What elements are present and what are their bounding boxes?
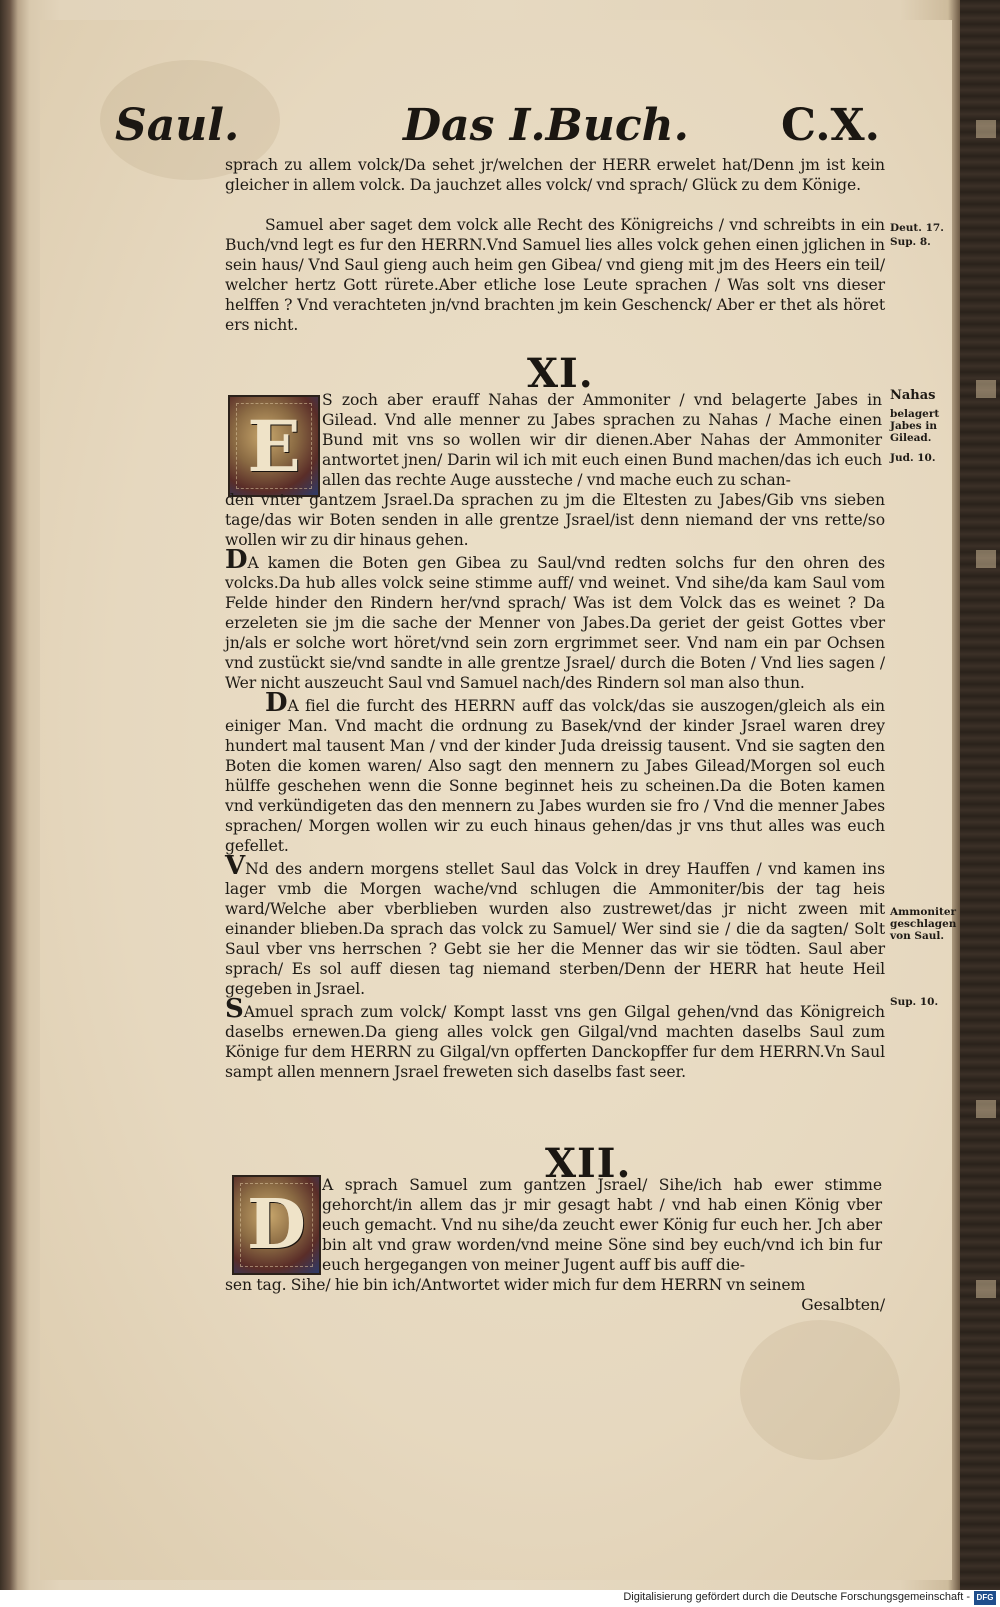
running-head-folio: C.X.	[780, 100, 880, 151]
chapter-xi-para-3: A fiel die furcht des HERRN auff das volck/das sie auszogen/gleich als ein einiger Man. Vnd macht die ordnung zu Basek/vnd der kinder Jsrael waren drey hundert mal tausent Man / vnd der kinder Juda dreissig tausent. Vnd sie sagten den Boten die komen waren/ Also sagt den mennern zu Jabes Gilead/Morgen sol euch hülffe geschehen wenn die Sonne beginnet heis zu scheinen.Da die Boten kamen vnd verkündigeten das den mennern zu Jabes wurden sie fro / Vnd die menner Jabes sprachen/ Morgen wollen wir zu euch hinaus gehen/das jr vns thut alles was euch gefellet.	[225, 697, 885, 855]
running-head-title: Das I.Buch.	[403, 100, 689, 151]
initial-letter: D	[265, 688, 288, 718]
running-head	[115, 92, 880, 162]
tab-mark	[976, 120, 996, 138]
marginal-note-ammoniter: Ammoniter geschlagen von Saul.	[890, 906, 957, 942]
chapter-heading-xi: XI.	[527, 350, 594, 397]
drop-cap-letter: E	[247, 404, 301, 488]
drop-cap-letter: D	[247, 1185, 306, 1265]
chapter-xii-continued	[225, 1275, 885, 1315]
drop-cap-d-ornament	[232, 1175, 321, 1275]
chapter-xi-continued	[225, 490, 885, 1082]
running-head-left: Saul.	[115, 100, 240, 151]
initial-letter: D	[225, 545, 248, 575]
catchword: Gesalbten/	[801, 1296, 885, 1314]
marginal-note-jud: Jud. 10.	[890, 452, 936, 464]
marginal-note-sup8: Sup. 8.	[890, 236, 931, 248]
paragraph-intro: sprach zu allem volck/Da sehet jr/welchen der HERR erwelet hat/Denn jm ist kein gleicher in allem volck. Da jauchzet alles volck/ vnd sprach/ Glück zu dem Könige.	[225, 156, 885, 194]
dfg-logo-icon: DFG	[974, 1591, 996, 1605]
chapter-xii-rest: sen tag. Sihe/ hie bin ich/Antwortet wider mich fur dem HERRN vn seinem	[225, 1276, 806, 1294]
tab-mark	[976, 1280, 996, 1298]
chapter-xi-para-4: Nd des andern morgens stellet Saul das Volck in drey Hauffen / vnd kamen ins lager vmb die Morgen wache/vnd schlugen die Ammoniter/bis der tag heis ward/Welche aber vberblieben wurden also zustrewet/das jr nicht zween mit einander blieben.Da sprach das volck zu Samuel/ Wer sind sie / die da sagten/ Solt Saul vber vns herrschen ? Gebt sie her die Menner das wir sie tödten. Saul aber sprach/ Es sol auff diesen tag niemand sterben/Denn der HERR hat heute Heil gegeben in Jsrael.	[225, 860, 885, 998]
footer-credit: Digitalisierung gefördert durch die Deutsche Forschungsgemeinschaft -	[623, 1591, 970, 1603]
tab-mark	[976, 550, 996, 568]
marginal-note-nahas: Nahas	[890, 388, 936, 403]
marginal-note-sup10: Sup. 10.	[890, 996, 939, 1008]
chapter-heading-xii: XII.	[545, 1140, 632, 1187]
chapter-xi-para-5: Amuel sprach zum volck/ Kompt lasst vns gen Gilgal gehen/vnd das Königreich daselbs ernewen.Da gieng alles volck gen Gilgal/vnd machten daselbs Saul zum Könige fur dem HERRN zu Gilgal/vn opfferten Danckopffer fur dem HERRN.Vn Saul sampt allen mennern Jsrael freweten sich daselbs fast seer.	[225, 1003, 885, 1081]
marginal-note-belagert: belagert Jabes in Gilead.	[890, 408, 940, 444]
page-tabs	[976, 120, 998, 1420]
tab-mark	[976, 1100, 996, 1118]
initial-letter: V	[225, 851, 246, 881]
tab-mark	[976, 380, 996, 398]
chapter-xi-opening: S zoch aber erauff Nahas der Ammoniter / vnd belagerte Jabes in Gilead. Vnd alle menner zu Jabes sprachen zu Nahas / Mache einen Bund mit vns so wollen wir dir dienen.Aber Nahas der Ammoniter antwortet jnen/ Darin wil ich mit euch einen Bund machen/das ich euch allen das rechte Auge aussteche / vnd mache euch zu schan-	[322, 391, 882, 489]
chapter-xi-para-2: A kamen die Boten gen Gibea zu Saul/vnd redten solchs fur den ohren des volcks.Da hub alles volck seine stimme auff/ vnd weinet. Vnd sihe/da kam Saul vom Felde hinder den Rindern her/vnd sprach/ Was ist dem Volck das es weinet ? Da erzeleten sie jm die sache der Menner von Jabes.Da geriet der geist Gottes vber jn/als er solche wort höret/vnd sein zorn ergrimmet seer. Vnd nam ein par Ochsen vnd zustückt sie/vnd sandte in alle grentze Jsrael/ durch die Boten / Vnd lies sagen / Wer nicht auszeucht Saul vnd Samuel nach/des Rindern sol man also thun.	[225, 554, 885, 692]
paragraph-samuel-recht: Samuel aber saget dem volck alle Recht des Königreichs / vnd schreibts in ein Buch/vnd legt es fur den HERRN.Vnd Samuel lies alles volck gehen einen jglichen in sein haus/ Vnd Saul gieng auch heim gen Gibea/ vnd gieng mit jm des Heers ein teil/ welcher hertz Gott rürete.Aber etliche lose Leute sprachen / Was solt vns dieser helffen ? Vnd verachteten jn/vnd brachten jm kein Geschenck/ Aber er thet als höret ers nicht.	[225, 216, 885, 334]
drop-cap-e-ornament	[228, 395, 320, 497]
marginal-note-deut: Deut. 17.	[890, 222, 944, 234]
paper-stain	[740, 1320, 900, 1460]
chapter-xii-opening: A sprach Samuel zum gantzen Jsrael/ Sihe/ich hab ewer stimme gehorcht/in allem das jr mir gesagt habt / vnd hab einen König vber euch gemacht. Vnd nu sihe/da zeucht ewer König fur euch her. Jch aber bin alt vnd graw worden/vnd meine Söne sind bey euch/vnd ich bin fur euch hergegangen von meiner Jugent auff bis auff die-	[322, 1176, 882, 1274]
chapter-xi-rest: den vnter gantzem Jsrael.Da sprachen zu jm die Eltesten zu Jabes/Gib vns sieben tage/das wir Boten senden in alle grentze Jsrael/ist denn niemand der vns rette/so wollen wir zu dir hinaus gehen.	[225, 491, 885, 549]
footer-bar	[0, 1590, 1000, 1607]
initial-letter: S	[225, 994, 244, 1024]
